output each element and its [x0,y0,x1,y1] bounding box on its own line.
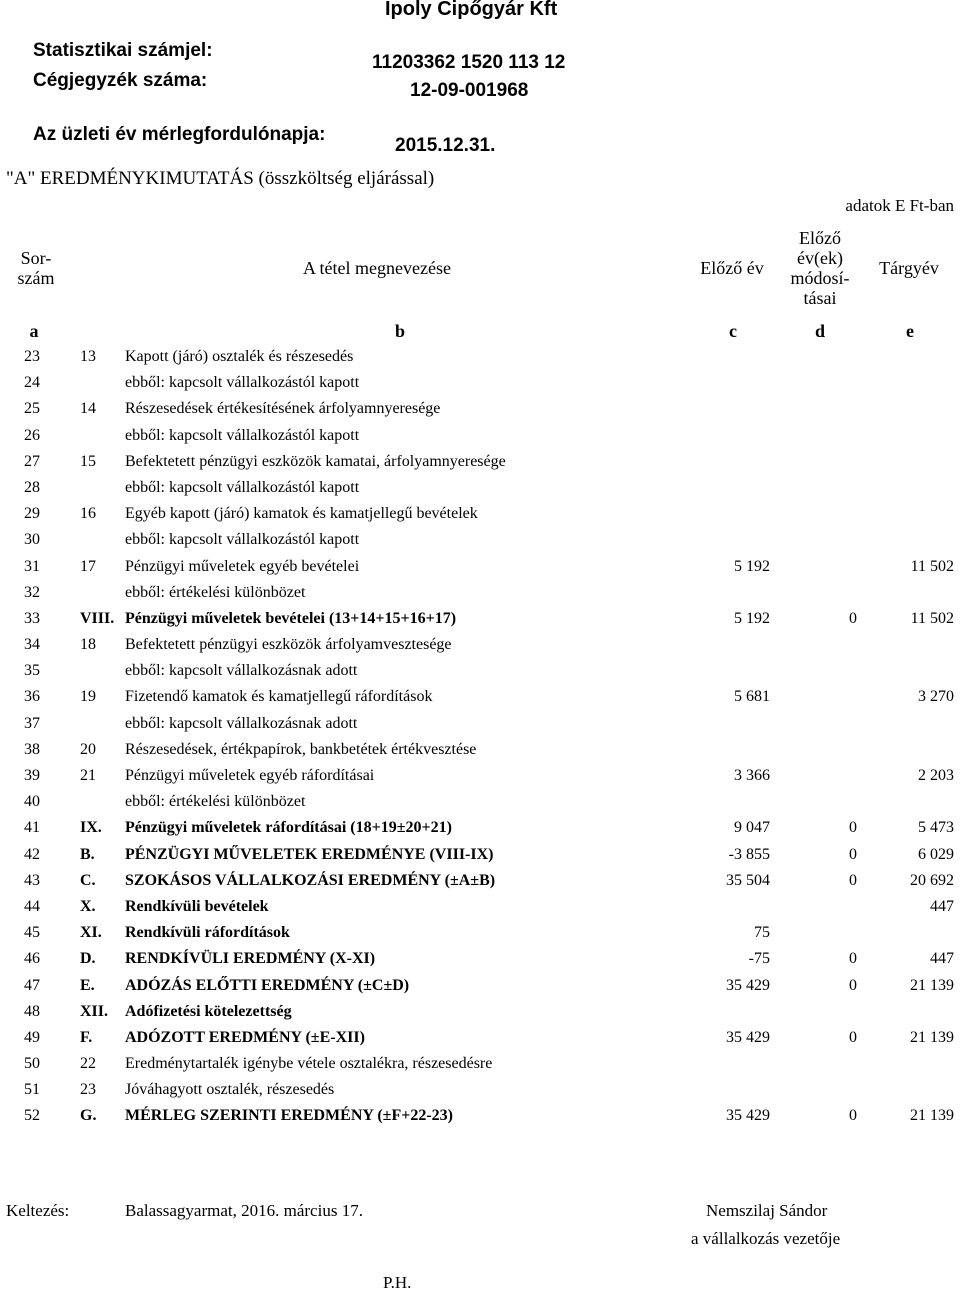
header-mod-line4: tásai [803,287,837,308]
row-number: 36 [24,688,40,706]
row-previous-year: 5 681 [734,688,770,706]
row-name: RENDKÍVÜLI EREDMÉNY (X-XI) [125,950,376,968]
row-code: F. [80,1028,93,1046]
table-row [0,920,960,946]
table-row [0,423,960,449]
row-number: 30 [24,531,40,549]
row-name: ebből: kapcsolt vállalkozástól kapott [125,531,360,549]
balance-date-label: Az üzleti év mérlegfordulónapja: [33,124,326,145]
row-number: 46 [24,950,40,968]
row-name: Egyéb kapott (járó) kamatok és kamatjellegű bevételek [125,505,478,523]
table-row [0,1103,960,1129]
row-current-year: 6 029 [918,845,954,863]
table-row [0,1077,960,1103]
row-number: 48 [24,1002,40,1020]
row-modification: 0 [849,1107,857,1125]
row-code: 17 [80,557,96,575]
units-note: adatok E Ft-ban [845,196,954,215]
row-modification: 0 [849,976,857,994]
table-row [0,894,960,920]
row-code: XII. [80,1002,109,1020]
row-name: ebből: kapcsolt vállalkozástól kapott [125,374,360,392]
row-name: Eredménytartalék igénybe vétele osztalékra, részesedésre [125,1055,493,1073]
row-number: 34 [24,636,40,654]
header-row-number-line2: szám [17,267,55,288]
row-name: Pénzügyi műveletek ráfordításai (18+19±20+21) [125,819,452,837]
row-name: Részesedések, értékpapírok, bankbetétek értékvesztése [125,740,477,758]
row-previous-year: 35 429 [726,1028,770,1046]
row-number: 23 [24,348,40,365]
row-number: 26 [24,426,40,444]
row-previous-year: 35 504 [726,871,770,889]
row-number: 44 [24,897,40,915]
row-name: SZOKÁSOS VÁLLALKOZÁSI EREDMÉNY (±A±B) [125,871,496,889]
table-row [0,632,960,658]
table-row [0,737,960,763]
row-code: E. [80,976,95,994]
row-current-year: 5 473 [918,819,954,837]
row-name: ebből: értékelési különbözet [125,583,306,601]
row-number: 32 [24,583,40,601]
row-current-year: 447 [930,950,954,968]
row-previous-year: 75 [754,924,770,942]
table-row [0,344,960,370]
row-number: 38 [24,740,40,758]
row-code: 14 [80,400,96,418]
row-number: 35 [24,662,40,680]
table-row [0,370,960,396]
row-code: D. [80,950,96,968]
income-statement-table [0,344,960,1130]
row-name: Rendkívüli ráfordítások [125,924,290,942]
row-code: 16 [80,505,96,523]
row-current-year: 21 139 [910,1107,954,1125]
table-row [0,527,960,553]
row-current-year: 20 692 [910,871,954,889]
row-number: 28 [24,478,40,496]
header-mod-line3: módosí- [790,267,850,288]
row-name: Pénzügyi műveletek egyéb ráfordításai [125,767,375,784]
row-number: 50 [24,1055,40,1073]
table-row [0,684,960,710]
row-name: ebből: értékelési különbözet [125,793,306,811]
table-row [0,580,960,606]
header-current-year: Tárgyév [879,257,939,278]
header-previous-year: Előző év [700,257,764,278]
header-row-number-line1: Sor- [20,247,52,268]
row-current-year: 21 139 [910,1028,954,1046]
column-letters [0,318,960,344]
row-number: 47 [24,976,40,994]
stamp-placeholder: P.H. [383,1273,412,1292]
date-label: Keltezés: [6,1201,70,1220]
signer-name: Nemszilaj Sándor [706,1201,828,1220]
table-row [0,868,960,894]
date-value: Balassagyarmat, 2016. március 17. [125,1201,363,1220]
row-name: MÉRLEG SZERINTI EREDMÉNY (±F+22-23) [125,1107,453,1125]
registry-number-value: 12-09-001968 [410,80,529,101]
table-row [0,999,960,1025]
row-previous-year: 35 429 [726,976,770,994]
row-current-year: 11 502 [910,609,954,627]
letter-b: b [394,321,405,341]
row-name: Befektetett pénzügyi eszközök árfolyamvesztesége [125,636,452,654]
row-number: 40 [24,793,40,811]
letter-d: d [814,321,825,341]
table-row [0,789,960,815]
row-previous-year: -3 855 [728,845,770,863]
row-modification: 0 [849,871,857,889]
row-code: 23 [80,1081,96,1099]
row-previous-year: 3 366 [734,767,770,784]
row-current-year: 11 502 [910,557,954,575]
row-name: ADÓZÁS ELŐTTI EREDMÉNY (±C±D) [125,976,410,994]
table-row [0,1051,960,1077]
row-name: Befektetett pénzügyi eszközök kamatai, árfolyamnyeresége [125,452,506,470]
table-row [0,396,960,422]
row-code: 19 [80,688,96,706]
row-modification: 0 [849,950,857,968]
row-code: 21 [80,767,96,784]
row-name: Adófizetési kötelezettség [125,1002,292,1020]
row-current-year: 21 139 [910,976,954,994]
row-number: 51 [24,1081,40,1099]
row-previous-year: 5 192 [734,609,770,627]
row-number: 31 [24,557,40,575]
table-row [0,501,960,527]
row-current-year: 447 [930,897,954,915]
table-row [0,658,960,684]
row-name: ebből: kapcsolt vállalkozástól kapott [125,426,360,444]
header-modifications [782,219,858,316]
registry-number-label: Cégjegyzék száma: [33,70,208,91]
report-title: "A" EREDMÉNYKIMUTATÁS (összköltség eljárással) [6,168,435,189]
row-name: Pénzügyi műveletek egyéb bevételei [125,557,360,575]
row-number: 52 [24,1107,40,1125]
row-code: IX. [80,819,102,837]
row-number: 39 [24,767,40,784]
row-modification: 0 [849,819,857,837]
row-name: ebből: kapcsolt vállalkozásnak adott [125,662,358,680]
table-row [0,973,960,999]
row-number: 27 [24,452,40,470]
row-number: 42 [24,845,40,863]
row-number: 29 [24,505,40,523]
table-row [0,554,960,580]
header-mod-line2: év(ek) [797,247,843,268]
row-number: 25 [24,400,40,418]
row-name: Rendkívüli bevételek [125,897,269,915]
table-row [0,763,960,789]
row-code: G. [80,1107,97,1125]
header-mod-line1: Előző [798,227,841,248]
row-name: Részesedések értékesítésének árfolyamnyeresége [125,400,441,418]
row-number: 24 [24,374,40,392]
row-number: 41 [24,819,40,837]
row-number: 37 [24,714,40,732]
row-code: 15 [80,452,96,470]
row-name: Fizetendő kamatok és kamatjellegű ráfordítások [125,688,433,706]
stat-number-label: Statisztikai számjel: [33,40,213,61]
balance-date-value: 2015.12.31. [395,135,496,156]
row-code: B. [80,845,95,863]
table-row [0,711,960,737]
row-number: 49 [24,1028,40,1046]
row-name: PÉNZÜGYI MŰVELETEK EREDMÉNYE (VIII-IX) [125,845,494,863]
row-modification: 0 [849,1028,857,1046]
header-row-number [0,219,72,316]
row-previous-year: 35 429 [726,1107,770,1125]
row-modification: 0 [849,845,857,863]
row-code: 22 [80,1055,96,1073]
row-previous-year: 9 047 [734,819,770,837]
row-name: ebből: kapcsolt vállalkozástól kapott [125,478,360,496]
row-name: Jóváhagyott osztalék, részesedés [125,1081,335,1099]
row-code: 18 [80,636,96,654]
row-code: X. [80,897,96,915]
table-row [0,449,960,475]
row-number: 43 [24,871,40,889]
signer-title: a vállalkozás vezetője [691,1229,841,1248]
table-row [0,815,960,841]
row-name: Pénzügyi műveletek bevételei (13+14+15+16+17) [125,609,457,627]
letter-c: c [729,321,737,341]
row-name: ADÓZOTT EREDMÉNY (±E-XII) [125,1028,365,1046]
row-previous-year: -75 [748,950,770,968]
stat-number-value: 11203362 1520 113 12 [372,52,566,73]
row-current-year: 3 270 [918,688,954,706]
letter-a: a [29,321,39,341]
table-row [0,606,960,632]
row-name: Kapott (járó) osztalék és részesedés [125,348,354,365]
row-code: 20 [80,740,96,758]
header-item-name: A tétel megnevezése [303,257,451,278]
row-previous-year: 5 192 [734,557,770,575]
row-code: C. [80,871,96,889]
row-current-year: 2 203 [918,767,954,784]
table-header [0,219,960,316]
table-row [0,475,960,501]
table-row [0,1025,960,1051]
letter-e: e [906,321,914,341]
row-number: 45 [24,924,40,942]
row-number: 33 [24,609,40,627]
row-code: 13 [80,348,96,365]
row-name: ebből: kapcsolt vállalkozásnak adott [125,714,358,732]
row-modification: 0 [849,609,857,627]
row-code: XI. [80,924,102,942]
company-name: Ipoly Cipőgyár Kft [385,0,558,20]
row-code: VIII. [80,609,115,627]
table-row [0,842,960,868]
table-row [0,946,960,972]
